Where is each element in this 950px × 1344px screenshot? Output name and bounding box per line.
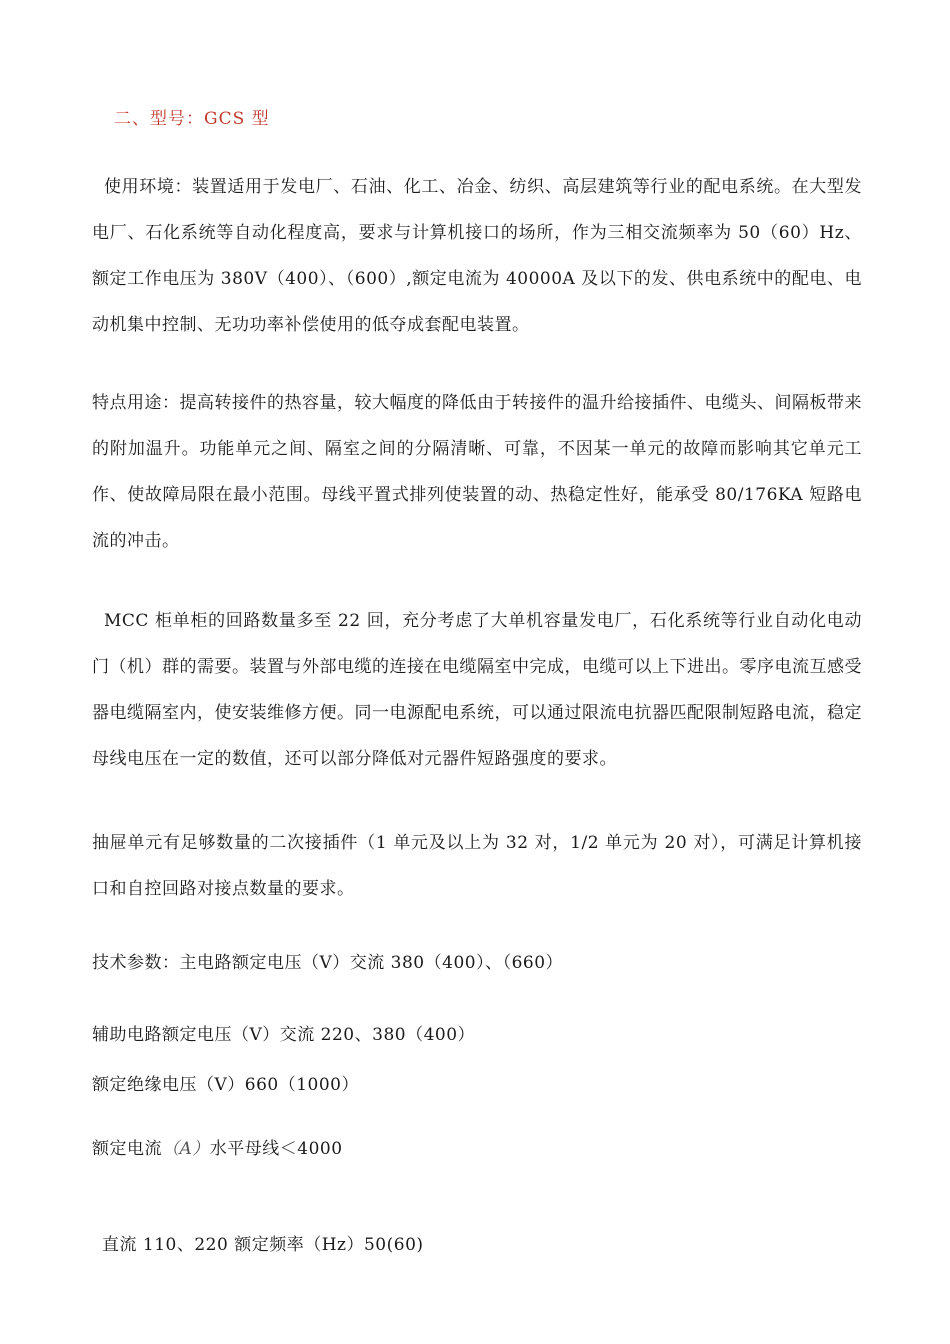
paragraph-mcc-cabinet: MCC 柜单柜的回路数量多至 22 回，充分考虑了大单机容量发电厂，石化系统等行业自动化电动门（机）群的需要。装置与外部电缆的连接在电缆隔室中完成，电缆可以上下进出。零序电流互感受器电缆隔室内，使安装维修方便。同一电源配电系统，可以通过限流电抗器匹配限制短路电流，稳定母线电压在一定的数值，还可以部分降低对元器件短路强度的要求。 <box>92 611 862 769</box>
param-main-circuit-voltage: 技术参数：主电路额定电压（V）交流 380（400）、（660） <box>92 953 564 973</box>
param-aux-circuit-voltage: 辅助电路额定电压（V）交流 220、380（400） <box>92 1025 476 1045</box>
param-rated-current-unit: （A） <box>162 1139 210 1159</box>
param-rated-current-label: 额定电流 <box>92 1139 162 1159</box>
param-dc-frequency: 直流 110、220 额定频率（Hz）50(60) <box>102 1235 424 1255</box>
param-insulation-voltage: 额定绝缘电压（V）660（1000） <box>92 1075 359 1095</box>
paragraph-drawer-unit: 抽屉单元有足够数量的二次接插件（1 单元及以上为 32 对，1/2 单元为 20 对），可满足计算机接口和自控回路对接点数量的要求。 <box>92 833 862 899</box>
param-rated-current <box>92 1134 862 1164</box>
param-rated-current-value: 水平母线＜4000 <box>209 1139 343 1159</box>
section-heading: 二、型号：GCS 型 <box>114 109 270 129</box>
paragraph-features: 特点用途：提高转接件的热容量，较大幅度的降低由于转接件的温升给接插件、电缆头、间隔板带来的附加温升。功能单元之间、隔室之间的分隔清晰、可靠，不因某一单元的故障而影响其它单元工作、使故障局限在最小范围。母线平置式排列使装置的动、热稳定性好，能承受 80/176KA 短路电流的冲击。 <box>92 393 862 551</box>
paragraph-usage-environment: 使用环境：装置适用于发电厂、石油、化工、冶金、纺织、高层建筑等行业的配电系统。在大型发电厂、石化系统等自动化程度高，要求与计算机接口的场所，作为三相交流频率为 50（60）Hz、额定工作电压为 380V（400）、（600）,额定电流为 40000A 及以下的发、供电系统中的配电、电动机集中控制、无功功率补偿使用的低夺成套配电装置。 <box>92 177 862 335</box>
